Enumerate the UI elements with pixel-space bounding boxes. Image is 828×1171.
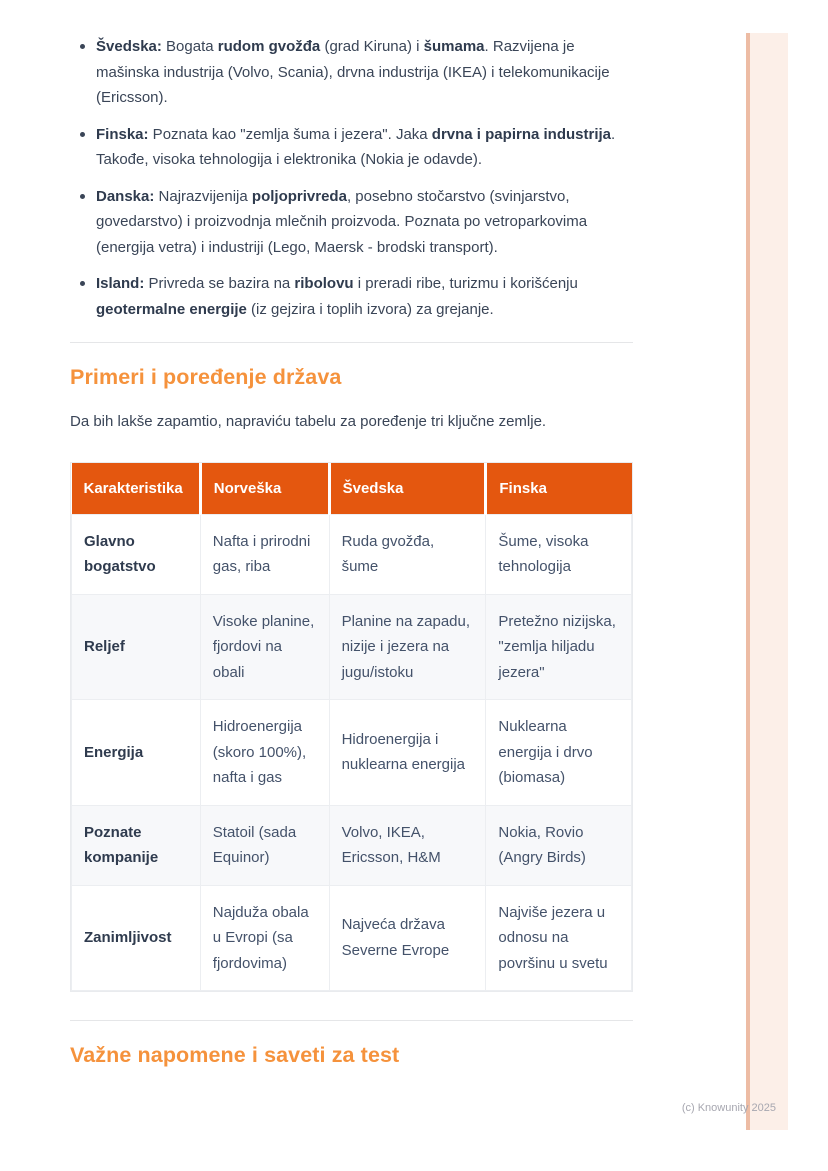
table-cell: Statoil (sada Equinor) [200, 805, 329, 885]
section-title-examples: Primeri i poređenje država [70, 365, 342, 389]
table-cell: Visoke planine, fjordovi na obali [200, 594, 329, 700]
table-cell: Hidroenergija i nuklearna energija [329, 700, 486, 806]
table-cell: Pretežno nizijska, "zemlja hiljadu jezera" [486, 594, 632, 700]
table-row-label: Reljef [72, 594, 201, 700]
table-row [72, 594, 632, 700]
table-cell: Ruda gvožđa, šume [329, 514, 486, 594]
table-row [72, 700, 632, 806]
table-cell: Najviše jezera u odnosu na površinu u svetu [486, 885, 632, 991]
table-cell: Nuklearna energija i drvo (biomasa) [486, 700, 632, 806]
list-item: Švedska: Bogata rudom gvožđa (grad Kiruna) i šumama. Razvijena je mašinska industrija (Volvo, Scania), drvna industrija (IKEA) i telekomunikacije (Ericsson). [70, 34, 633, 111]
table-row [72, 885, 632, 991]
table-header-cell: Finska [486, 463, 632, 515]
section-intro-text: Da bih lakše zapamtio, napraviću tabelu za poređenje tri ključne zemlje. [70, 413, 547, 430]
table-cell: Planine na zapadu, nizije i jezera na jugu/istoku [329, 594, 486, 700]
table-row [72, 805, 632, 885]
table-cell: Volvo, IKEA, Ericsson, H&M [329, 805, 486, 885]
table-row-label: Zanimljivost [72, 885, 201, 991]
table-cell: Najduža obala u Evropi (sa fjordovima) [200, 885, 329, 991]
table-header-cell: Karakteristika [72, 463, 201, 515]
section-divider [70, 1020, 633, 1021]
table-cell: Najveća država Severne Evrope [329, 885, 486, 991]
table-cell: Nafta i prirodni gas, riba [200, 514, 329, 594]
table-row [72, 514, 632, 594]
table-header-row [72, 463, 632, 515]
table-row-label: Glavno bogatstvo [72, 514, 201, 594]
section-divider [70, 342, 633, 343]
table-cell: Nokia, Rovio (Angry Birds) [486, 805, 632, 885]
section-title-notes: Važne napomene i saveti za test [70, 1043, 400, 1067]
table-row-label: Poznate kompanije [72, 805, 201, 885]
country-bullet-list [70, 34, 633, 322]
table-header-cell: Norveška [200, 463, 329, 515]
page-content [70, 34, 633, 1068]
list-item: Danska: Najrazvijenija poljoprivreda, posebno stočarstvo (svinjarstvo, govedarstvo) i proizvodnja mlečnih proizvoda. Poznata po vetroparkovima (energija vetra) i industriji (Lego, Maersk - brodski transport). [70, 184, 633, 261]
list-item: Finska: Poznata kao "zemlja šuma i jezera". Jaka drvna i papirna industrija. Takođe, visoka tehnologija i elektronika (Nokia je odavde). [70, 122, 633, 173]
comparison-table [71, 463, 632, 992]
copyright-footer: (c) Knowunity 2025 [681, 1102, 776, 1114]
table-cell: Hidroenergija (skoro 100%), nafta i gas [200, 700, 329, 806]
list-item: Island: Privreda se bazira na ribolovu i preradi ribe, turizmu i korišćenju geotermalne energije (iz gejzira i toplih izvora) za grejanje. [70, 271, 633, 322]
comparison-table-wrapper [70, 462, 633, 993]
decorative-side-strip [746, 33, 788, 1130]
table-cell: Šume, visoka tehnologija [486, 514, 632, 594]
table-row-label: Energija [72, 700, 201, 806]
table-header-cell: Švedska [329, 463, 486, 515]
